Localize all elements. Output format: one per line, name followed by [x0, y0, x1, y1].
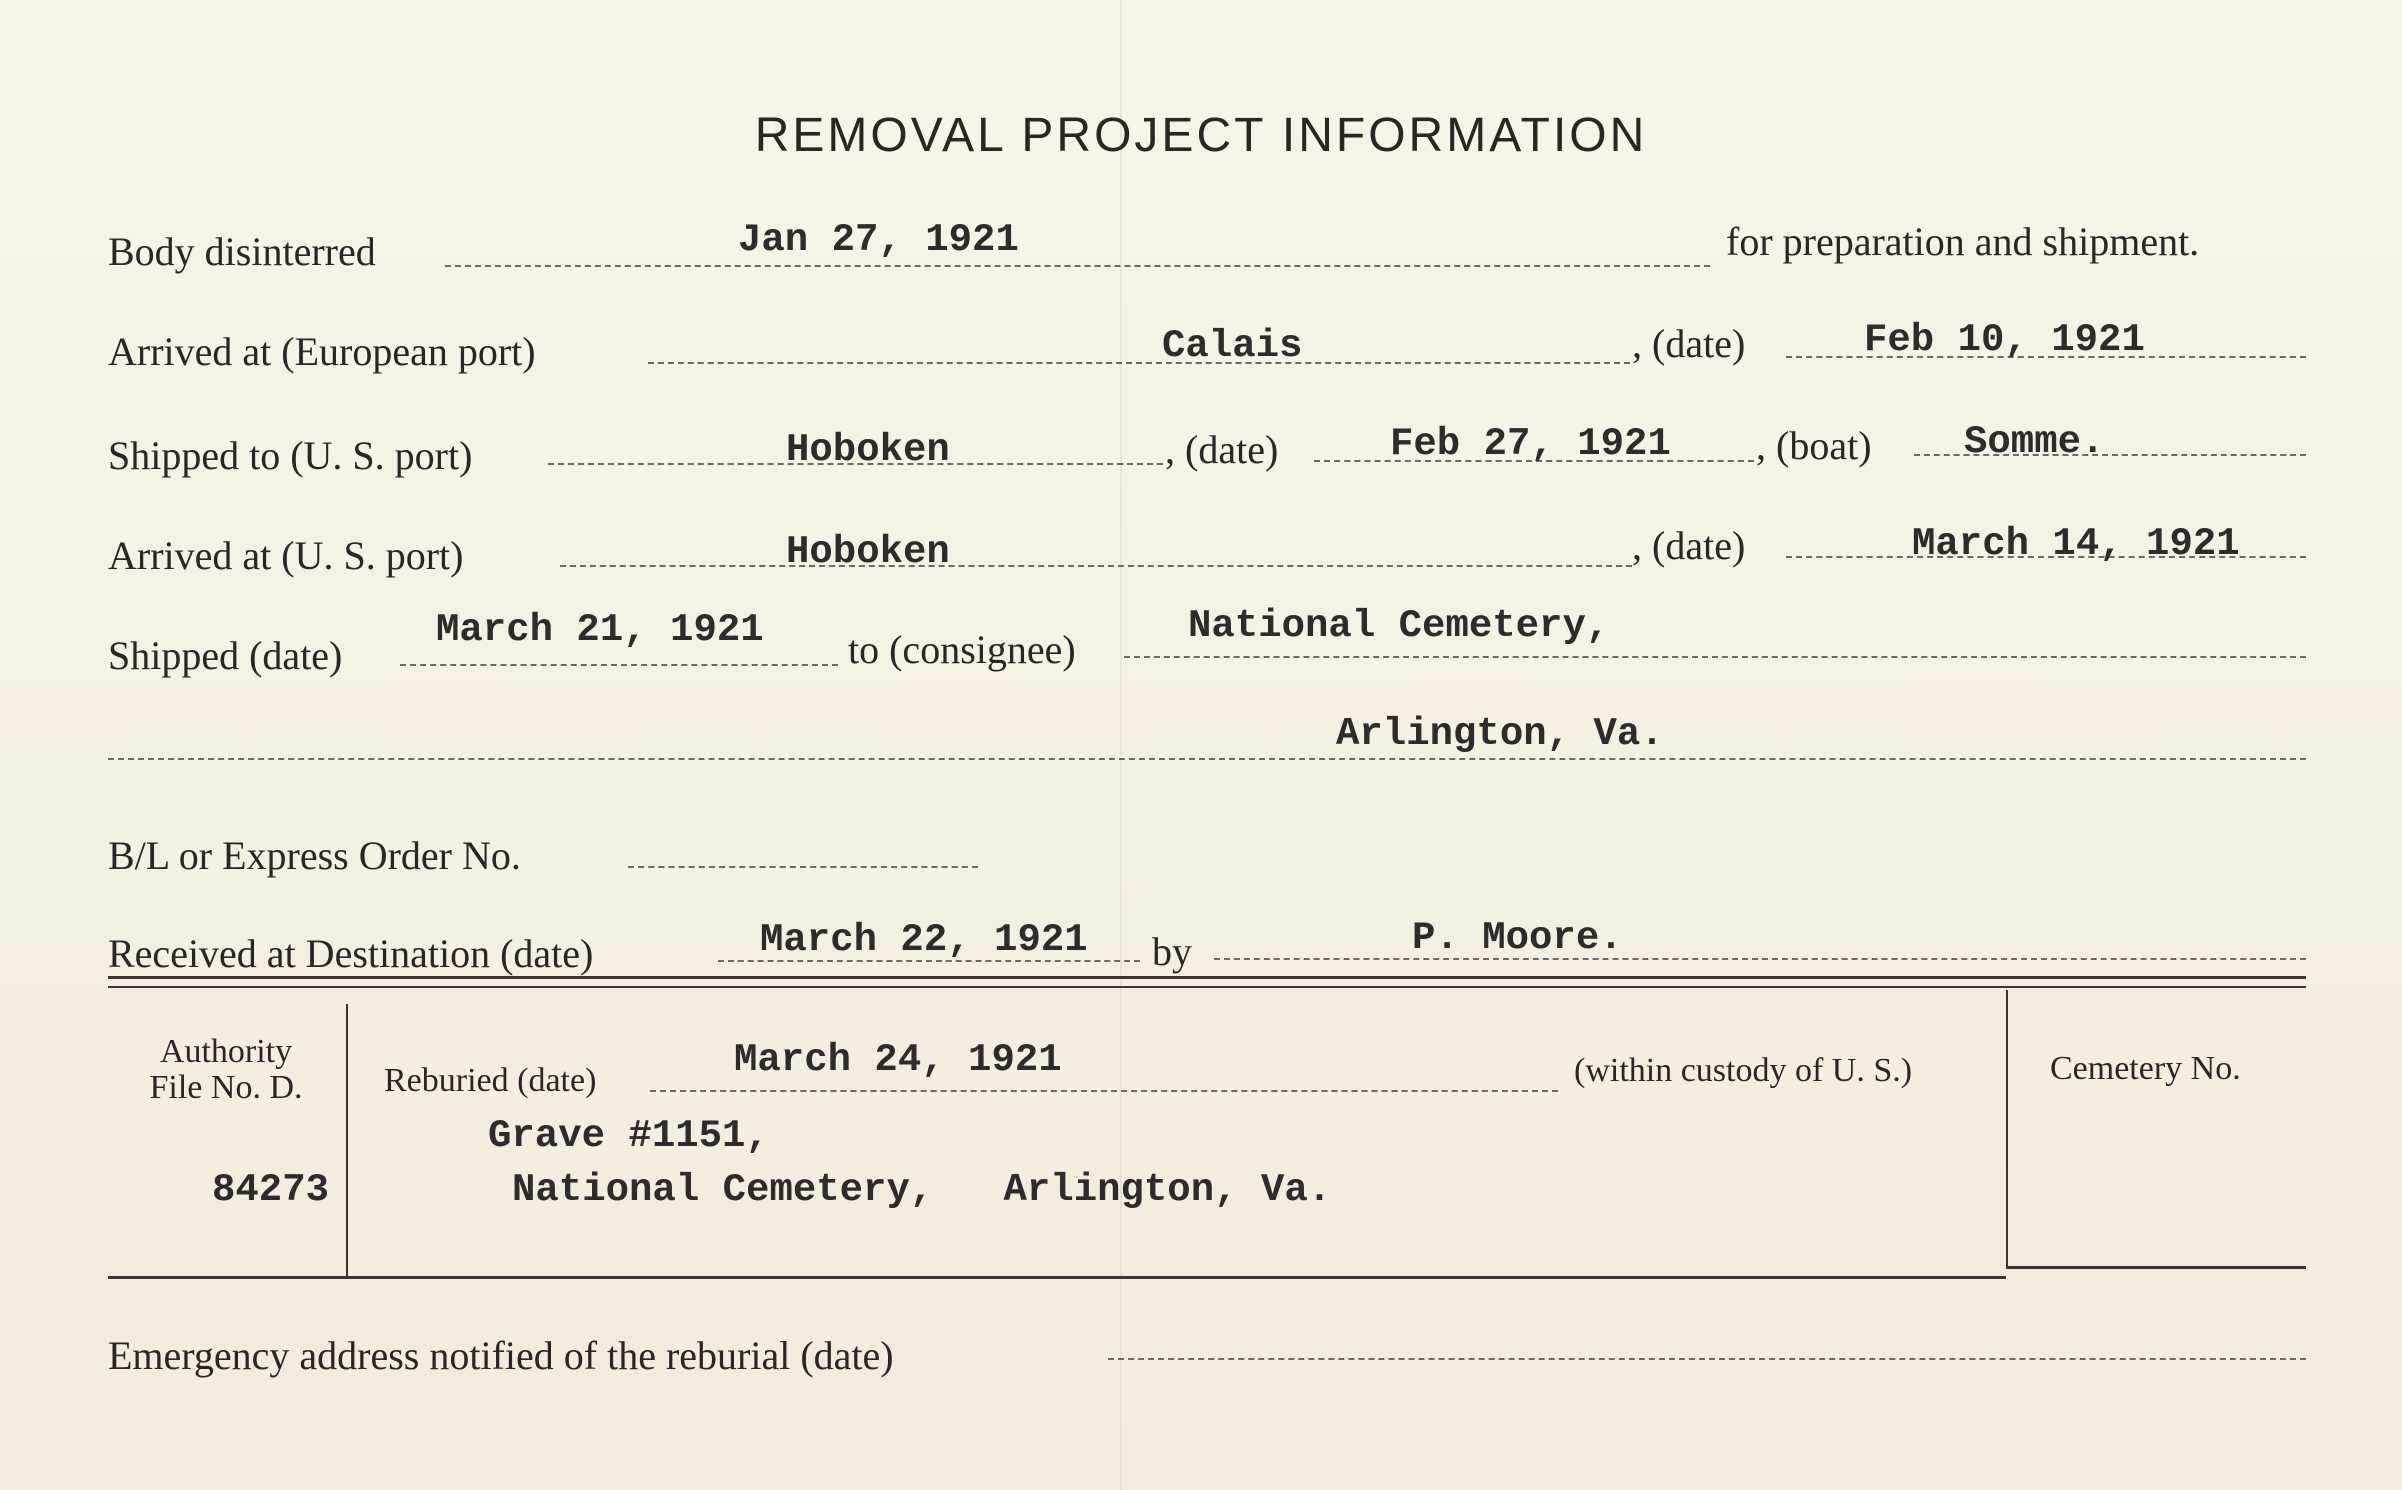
shipped-date-value: March 21, 1921 [436, 608, 764, 652]
emergency-line [1108, 1358, 2306, 1360]
reburied-date: March 24, 1921 [734, 1038, 1062, 1082]
shipped-date-line [400, 664, 838, 666]
arrived-us-port: Hoboken [786, 530, 950, 574]
shipped-us-date: Feb 27, 1921 [1390, 422, 1671, 466]
reburied-label: Reburied (date) [384, 1062, 597, 1099]
arrived-europe-date-label: , (date) [1632, 321, 1746, 366]
consignee-label: to (consignee) [848, 627, 1076, 672]
shipped-date-label: Shipped (date) [108, 633, 343, 678]
authority-label [108, 1034, 344, 1106]
authority-label-line1: Authority [159, 1033, 293, 1070]
shipped-us-boat-label: , (boat) [1756, 423, 1872, 468]
arrived-europe-date: Feb 10, 1921 [1864, 318, 2145, 362]
authority-label-line2: File No. D. [149, 1069, 303, 1106]
bl-order-label: B/L or Express Order No. [108, 833, 521, 878]
grave-line2: National Cemetery, Arlington, Va. [512, 1168, 1332, 1212]
arrived-europe-port: Calais [1162, 324, 1303, 368]
body-disinterred-suffix: for preparation and shipment. [1726, 219, 2200, 264]
arrived-us-date: March 14, 1921 [1912, 522, 2240, 566]
form-title: REMOVAL PROJECT INFORMATION [754, 109, 1648, 162]
box-bottom-rule-right [2006, 1266, 2306, 1269]
shipped-us-boat: Somme. [1964, 420, 2105, 464]
consignee-line [1124, 656, 2306, 658]
shipped-us-port: Hoboken [786, 428, 950, 472]
arrived-us-port-line [560, 565, 1632, 567]
body-disinterred-value: Jan 27, 1921 [738, 218, 1019, 262]
grave-line1: Grave #1151, [488, 1114, 769, 1158]
body-disinterred-label: Body disinterred [108, 229, 376, 274]
section-rule-top-2 [108, 986, 2306, 988]
authority-file-number: 84273 [212, 1168, 330, 1212]
shipped-us-label: Shipped to (U. S. port) [108, 433, 473, 478]
consignee-line2: Arlington, Va. [1336, 712, 1664, 756]
shipped-us-date-label: , (date) [1165, 427, 1279, 472]
cemetery-no-label: Cemetery No. [2050, 1050, 2241, 1087]
received-by-line [1214, 958, 2306, 960]
box-divider-right [2006, 990, 2008, 1266]
arrived-europe-label: Arrived at (European port) [108, 329, 536, 374]
consignee-line1: National Cemetery, [1188, 604, 1610, 648]
received-label: Received at Destination (date) [108, 931, 594, 976]
section-rule-top [108, 976, 2306, 979]
body-disinterred-line [445, 265, 1710, 267]
reburied-line [650, 1090, 1558, 1092]
emergency-label: Emergency address notified of the reburial (date) [108, 1333, 894, 1378]
bl-order-line [628, 866, 978, 868]
received-by: P. Moore. [1412, 916, 1623, 960]
arrived-europe-line [648, 362, 1630, 364]
received-by-label: by [1152, 929, 1192, 974]
received-date: March 22, 1921 [760, 918, 1088, 962]
consignee-continuation-line [108, 758, 2306, 760]
arrived-us-date-label: , (date) [1632, 523, 1746, 568]
box-bottom-rule [108, 1276, 2006, 1279]
arrived-us-label: Arrived at (U. S. port) [108, 533, 464, 578]
custody-note: (within custody of U. S.) [1574, 1052, 1913, 1089]
box-divider-left [346, 1004, 348, 1276]
